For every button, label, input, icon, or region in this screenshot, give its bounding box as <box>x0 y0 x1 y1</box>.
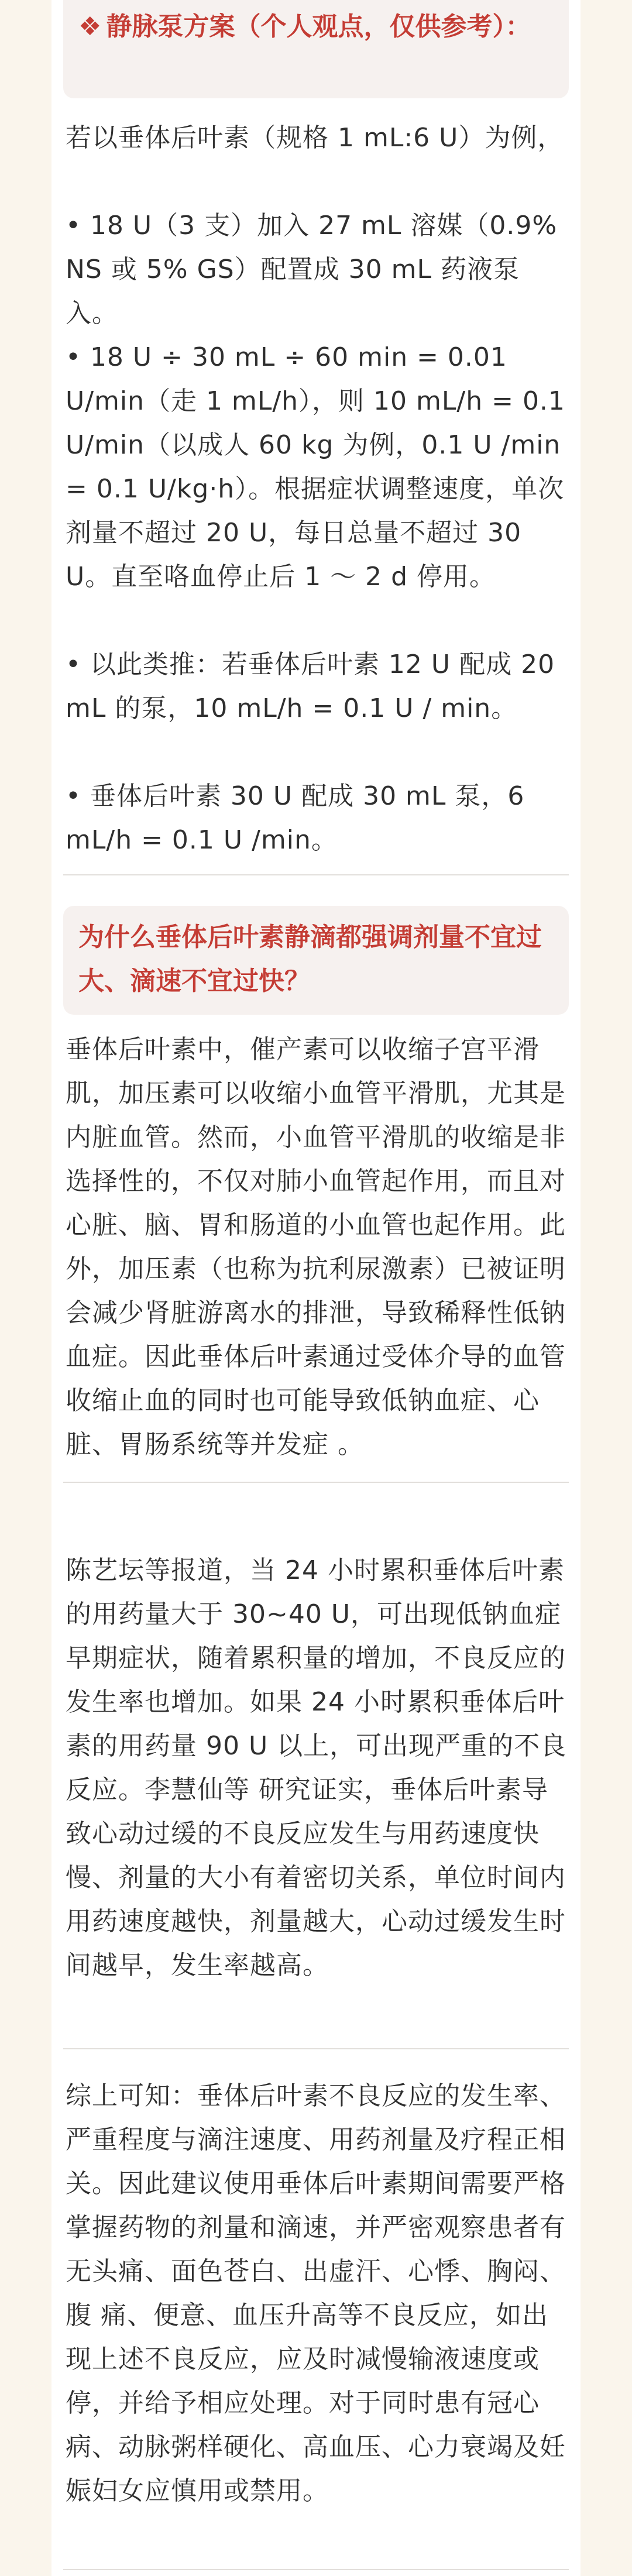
bullet-item: • 18 U（3 支）加入 27 mL 溶媒（0.9% NS 或 5% GS）配置成 30 mL 药液泵入。 <box>66 211 558 328</box>
section-heading-text: 静脉泵方案（个人观点，仅供参考）： <box>106 12 531 42</box>
paragraph: 陈艺坛等报道，当 24 小时累积垂体后叶素的用药量大于 30~40 U，可出现低钠血症早期症状，随着累积量的增加，不良反应的发生率也增加。如果 24 小时累积垂体后叶素的用药量 90 U 以上，可出现严重的不良反应。李慧仙等 研究证实，垂体后叶素导致心动过缓的不良反应发生与用药速度快慢、剂量的大小有着密切关系，单位时间内用药速度越快，剂量越大，心动过缓发生时间越早，发生率越高。 <box>66 1555 567 1980</box>
paragraph: 垂体后叶素中，催产素可以收缩子宫平滑肌，加压素可以收缩小血管平滑肌，尤其是内脏血管。然而，小血管平滑肌的收缩是非选择性的，不仅对肺小血管起作用，而且对心脏、脑、胃和肠道的小血管也起作用。此外，加压素（也称为抗利尿激素）已被证明会减少肾脏游离水的排泄，导致稀释性低钠血症。因此垂体后叶素通过受体介导的血管收缩止血的同时也可能导致低钠血症、心脏、胃肠系统等并发症 。 <box>66 1035 566 1459</box>
divider <box>63 874 569 875</box>
divider <box>63 2569 569 2570</box>
section-intro: 若以垂体后叶素（规格 1 mL:6 U）为例， <box>66 123 564 153</box>
question-heading: 为什么垂体后叶素静滴都强调剂量不宜过大、滴速不宜过快？ <box>63 906 569 1015</box>
diamond-icon: ❖ <box>78 12 102 42</box>
divider <box>63 2048 569 2049</box>
bullet-item: • 垂体后叶素 30 U 配成 30 mL 泵，6 mL/h = 0.1 U /min。 <box>66 781 525 855</box>
bullet-item: • 18 U ÷ 30 mL ÷ 60 min = 0.01 U/min（走 1 mL/h），则 10 mL/h = 0.1 U/min（以成人 60 kg 为例，0.1 U /min = 0.1 U/kg·h）。根据症状调整速度，单次剂量不超过 20 U，每日总量不超过 30 U。直至咯血停止后 1 ～ 2 d 停用。 <box>66 342 565 592</box>
paragraph: 综上可知：垂体后叶素不良反应的发生率、严重程度与滴注速度、用药剂量及疗程正相关。因此建议使用垂体后叶素期间需要严格掌握药物的剂量和滴速，并严密观察患者有无头痛、面色苍白、出虚汗、心悸、胸闷、腹 痛、便意、血压升高等不良反应，如出现上述不良反应，应及时减慢输液速度或停，并给予相应处理。对于同时患有冠心病、动脉粥样硬化、高血压、心力衰竭及妊娠妇女应慎用或禁用。 <box>66 2081 566 2506</box>
divider <box>63 1482 569 1483</box>
section-heading <box>63 0 569 98</box>
bullet-item: • 以此类推：若垂体后叶素 12 U 配成 20 mL 的泵，10 mL/h = 0.1 U / min。 <box>66 650 555 723</box>
